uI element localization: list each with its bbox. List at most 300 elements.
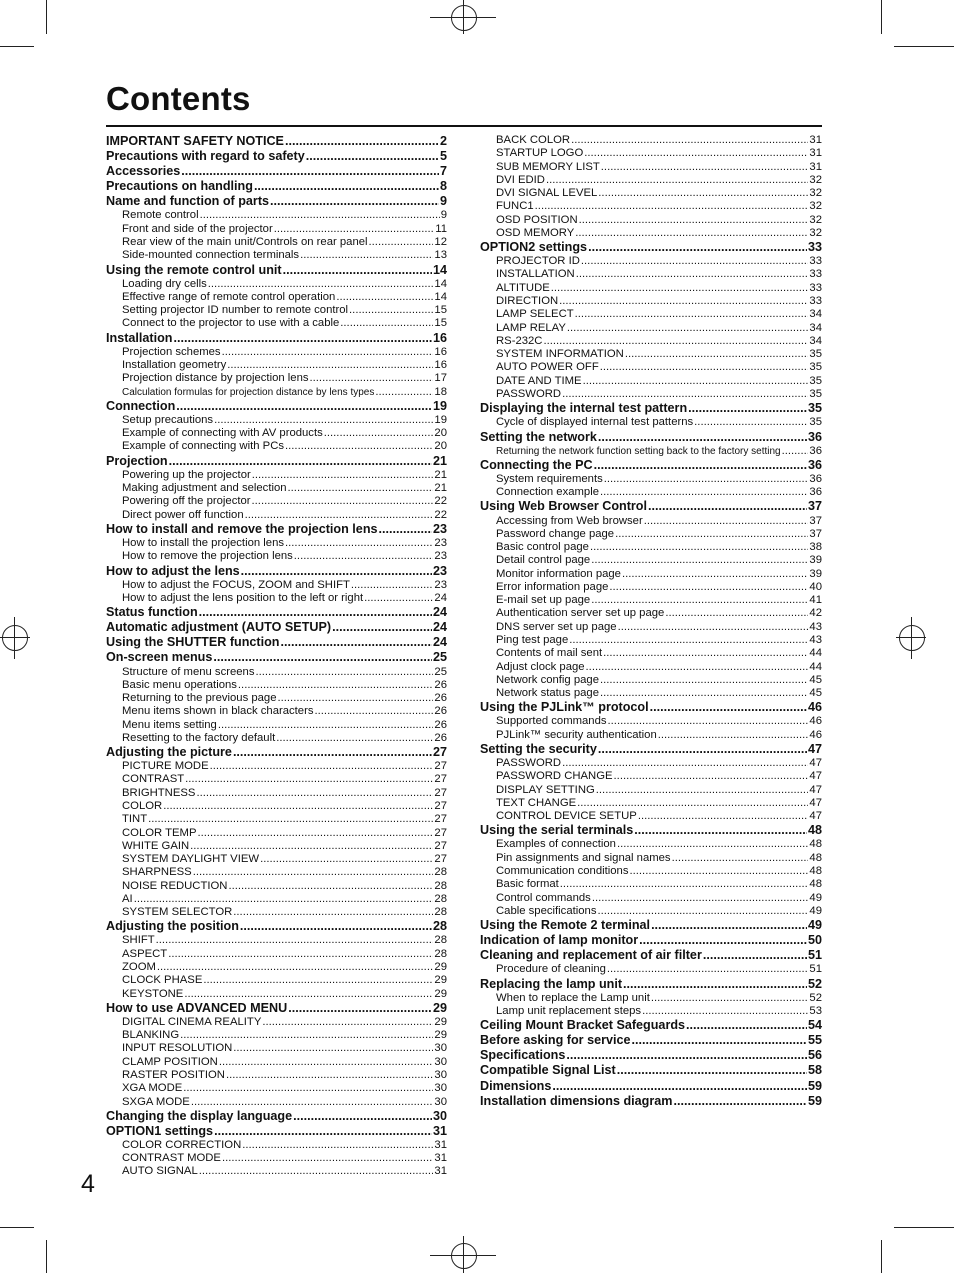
- toc-entry-title: E-mail set up page: [496, 594, 591, 607]
- dot-leader: [203, 974, 433, 987]
- registration-mark-line: [463, 1236, 464, 1273]
- dot-leader: [252, 469, 434, 482]
- toc-entry-title: Using the Remote 2 terminal: [480, 918, 651, 933]
- toc-subentry: [106, 1069, 447, 1082]
- toc-entry-page: 36: [809, 472, 822, 485]
- toc-entry-title: INPUT RESOLUTION: [122, 1042, 233, 1055]
- toc-entry-page: 52: [807, 976, 822, 991]
- toc-entry-title: SHARPNESS: [122, 866, 192, 879]
- toc-entry-page: 37: [809, 527, 822, 540]
- toc-entry-page: 12: [434, 236, 447, 248]
- toc-subentry: [106, 304, 447, 317]
- dot-leader: [651, 918, 807, 933]
- toc-entry-page: 35: [809, 416, 822, 429]
- toc-subentry: [480, 473, 822, 486]
- toc-entry-page: 32: [809, 213, 822, 226]
- toc-entry-page: 9: [439, 194, 447, 209]
- toc-entry-page: 29: [434, 1029, 447, 1042]
- dot-leader: [650, 700, 807, 715]
- toc-entry-page: 47: [807, 741, 822, 756]
- toc-subentry: [106, 866, 447, 879]
- toc-entry-page: 27: [434, 760, 447, 773]
- registration-mark-line: [911, 617, 912, 659]
- dot-leader: [583, 375, 809, 388]
- toc-entry-page: 29: [434, 961, 447, 974]
- toc-entry-title: ALTITUDE: [496, 281, 550, 294]
- toc-entry-page: 2: [439, 134, 447, 148]
- toc-subentry: [480, 892, 822, 905]
- toc-entry-title: Ping test page: [496, 633, 569, 646]
- dot-leader: [200, 209, 440, 222]
- dot-leader: [625, 348, 809, 361]
- toc-subentry: [106, 386, 447, 399]
- crop-mark: [881, 0, 882, 34]
- dot-leader: [256, 666, 434, 679]
- toc-entry: [106, 620, 447, 635]
- toc-entry-title: PASSWORD: [496, 757, 562, 770]
- toc-entry-title: Example of connecting with AV products: [122, 427, 323, 440]
- toc-entry-page: 13: [434, 249, 447, 262]
- toc-entry-page: 49: [809, 891, 822, 904]
- toc-entry-title: Precautions with regard to safety: [106, 149, 305, 164]
- toc-entry-title: Cleaning and replacement of air filter: [480, 948, 702, 963]
- toc-subentry: [480, 770, 822, 783]
- toc-entry-title: Menu items setting: [122, 718, 217, 731]
- toc-entry-title: Network status page: [496, 687, 599, 700]
- toc-entry-page: 27: [434, 826, 447, 839]
- toc-entry-title: Powering off the projector: [122, 495, 251, 508]
- toc-entry-title: Projection schemes: [122, 345, 221, 358]
- toc-entry-title: PROJECTOR ID: [496, 255, 580, 268]
- dot-leader: [598, 430, 807, 445]
- dot-leader: [252, 495, 434, 508]
- toc-entry-title: Resetting to the factory default: [122, 731, 276, 744]
- toc-entry-page: 30: [434, 1042, 447, 1055]
- toc-entry-title: Structure of menu screens: [122, 665, 255, 678]
- toc-entry-page: 28: [434, 879, 447, 892]
- crop-mark: [0, 46, 34, 47]
- dot-leader: [598, 742, 807, 757]
- toc-entry-title: Using Web Browser Control: [480, 499, 647, 514]
- toc-entry-title: How to adjust the lens: [106, 563, 240, 578]
- dot-leader: [600, 361, 809, 374]
- dot-leader: [351, 579, 434, 592]
- toc-entry-title: DVI SIGNAL LEVEL: [496, 187, 598, 200]
- toc-entry-page: 42: [809, 607, 822, 620]
- dot-leader: [603, 647, 808, 660]
- toc-subentry: [106, 1152, 447, 1165]
- toc-entry-title: Examples of connection: [496, 838, 616, 851]
- dot-leader: [198, 827, 434, 840]
- toc-entry-title: Rear view of the main unit/Controls on rear panel: [122, 236, 368, 248]
- dot-leader: [181, 164, 439, 179]
- dot-leader: [617, 1063, 807, 1078]
- toc-entry-page: 23: [434, 550, 447, 563]
- dot-leader: [199, 605, 432, 620]
- dot-leader: [577, 797, 808, 810]
- toc-entry-page: 35: [809, 348, 822, 361]
- toc-entry-page: 29: [434, 1015, 447, 1028]
- toc-entry-page: 8: [439, 179, 447, 194]
- toc-entry-page: 30: [434, 1095, 447, 1108]
- toc-entry-page: 27: [434, 839, 447, 852]
- toc-entry-page: 32: [809, 187, 822, 200]
- page-number: 4: [81, 1170, 95, 1198]
- toc-entry-title: Example of connecting with PCs: [122, 440, 285, 453]
- toc-entry-page: 30: [434, 1068, 447, 1081]
- toc-subentry: [106, 934, 447, 947]
- dot-leader: [569, 634, 808, 647]
- toc-entry-page: 23: [432, 563, 447, 578]
- toc-subentry: [480, 757, 822, 770]
- toc-subentry: [106, 346, 447, 359]
- toc-entry-title: When to replace the Lamp unit: [496, 991, 650, 1004]
- toc-entry-title: Control commands: [496, 891, 591, 904]
- toc-entry-title: Automatic adjustment (AUTO SETUP): [106, 620, 332, 635]
- dot-leader: [562, 388, 808, 401]
- dot-leader: [332, 620, 432, 635]
- toc-entry-title: Projection: [106, 453, 168, 468]
- toc-entry-title: AUTO POWER OFF: [496, 361, 599, 374]
- toc-subentry: [480, 581, 822, 594]
- toc-entry-title: How to use ADVANCED MENU: [106, 1000, 288, 1015]
- toc-entry: [480, 948, 822, 963]
- toc-entry-title: Indication of lamp monitor: [480, 933, 639, 948]
- toc-entry: [106, 919, 447, 934]
- toc-subentry: [106, 1016, 447, 1029]
- dot-leader: [262, 1016, 433, 1029]
- dot-leader: [324, 427, 434, 440]
- toc-entry-title: Pin assignments and signal names: [496, 851, 671, 864]
- toc-entry-page: 21: [432, 453, 447, 468]
- dot-leader: [617, 838, 808, 851]
- dot-leader: [184, 988, 433, 1001]
- dot-leader: [782, 445, 809, 458]
- toc-subentry: [480, 905, 822, 918]
- toc-entry-title: Installation: [106, 330, 173, 345]
- toc-entry-page: 16: [434, 359, 447, 372]
- toc-subentry: [480, 187, 822, 200]
- toc-entry-page: 29: [432, 1000, 447, 1015]
- dot-leader: [614, 770, 809, 783]
- dot-leader: [364, 592, 433, 605]
- registration-mark-line: [14, 617, 15, 659]
- toc-entry-page: 43: [809, 633, 822, 646]
- toc-entry-title: PJLink™ security authentication: [496, 728, 657, 741]
- toc-entry-page: 48: [809, 851, 822, 864]
- dot-leader: [546, 174, 808, 187]
- dot-leader: [148, 813, 433, 826]
- toc-subentry: [480, 322, 822, 335]
- toc-entry-page: 47: [809, 796, 822, 809]
- dot-leader: [183, 1082, 433, 1095]
- dot-leader: [598, 187, 808, 200]
- toc-entry: [480, 401, 822, 416]
- toc-entry-title: Accessories: [106, 164, 181, 179]
- toc-entry-title: CONTRAST MODE: [122, 1152, 221, 1165]
- toc-entry-title: Communication conditions: [496, 864, 629, 877]
- toc-entry-page: 36: [807, 429, 822, 444]
- toc-entry-title: Setting the security: [480, 741, 597, 756]
- toc-entry-title: AUTO SIGNAL: [122, 1165, 198, 1178]
- toc-entry-page: 31: [434, 1165, 447, 1178]
- dot-leader: [288, 1001, 432, 1016]
- dot-leader: [571, 134, 808, 147]
- toc-subentry: [480, 554, 822, 567]
- toc-entry: [106, 179, 447, 194]
- toc-entry-title: Contents of mail sent: [496, 647, 603, 660]
- dot-leader: [168, 948, 433, 961]
- toc-entry-page: 41: [809, 594, 822, 607]
- toc-entry-page: 53: [809, 1004, 822, 1017]
- dot-leader: [600, 674, 808, 687]
- toc-subentry: [106, 679, 447, 692]
- toc-entry-page: 20: [434, 440, 447, 453]
- dot-leader: [214, 1124, 432, 1139]
- toc-subentry: [106, 592, 447, 605]
- toc-subentry: [480, 729, 822, 742]
- toc-entry: [106, 635, 447, 650]
- dot-leader: [686, 1018, 807, 1033]
- toc-entry: [106, 399, 447, 414]
- toc-subentry: [106, 278, 447, 291]
- toc-entry-title: Basic format: [496, 878, 559, 891]
- dot-leader: [274, 223, 435, 236]
- toc-entry: [480, 742, 822, 757]
- toc-entry-title: Status function: [106, 605, 198, 620]
- toc-entry: [106, 522, 447, 537]
- dot-leader: [560, 878, 809, 891]
- dot-leader: [306, 149, 439, 164]
- toc-entry-page: 27: [434, 773, 447, 786]
- toc-entry-page: 16: [434, 345, 447, 358]
- dot-leader: [623, 977, 807, 992]
- dot-leader: [281, 635, 432, 650]
- toc-entry: [480, 240, 822, 255]
- dot-leader: [638, 810, 809, 823]
- dot-leader: [190, 840, 433, 853]
- toc-entry-title: Supported commands: [496, 715, 607, 728]
- dot-leader: [615, 528, 808, 541]
- toc-entry-title: Using the SHUTTER function: [106, 635, 280, 650]
- toc-entry-page: 7: [439, 164, 447, 179]
- dot-leader: [600, 687, 808, 700]
- dot-leader: [285, 440, 433, 453]
- toc-entry-title: Error information page: [496, 580, 609, 593]
- toc-subentry: [106, 1042, 447, 1055]
- registration-mark-line: [463, 0, 464, 34]
- toc-entry-title: ASPECT: [122, 947, 168, 960]
- toc-entry-page: 28: [434, 947, 447, 960]
- toc-entry-page: 47: [809, 770, 822, 783]
- toc-entry-title: Connection example: [496, 486, 599, 499]
- dot-leader: [597, 905, 808, 918]
- toc-subentry: [480, 810, 822, 823]
- toc-entry-page: 23: [432, 521, 447, 536]
- dot-leader: [336, 291, 433, 304]
- dot-leader: [576, 268, 809, 281]
- toc-subentry: [480, 1005, 822, 1018]
- dot-leader: [134, 893, 434, 906]
- toc-entry-page: 34: [809, 321, 822, 334]
- dot-leader: [591, 594, 808, 607]
- toc-entry-page: 23: [434, 578, 447, 591]
- dot-leader: [588, 240, 807, 255]
- dot-leader: [288, 482, 434, 495]
- dot-leader: [222, 346, 434, 359]
- dot-leader: [226, 1069, 433, 1082]
- toc-entry: [480, 1048, 822, 1063]
- toc-entry-title: BLANKING: [122, 1029, 180, 1042]
- toc-subentry: [106, 223, 447, 236]
- page-title: Contents: [106, 80, 251, 117]
- dot-leader: [648, 499, 807, 514]
- toc-entry-page: 48: [809, 838, 822, 851]
- dot-leader: [214, 414, 433, 427]
- toc-subentry: [106, 291, 447, 304]
- toc-subentry: [480, 255, 822, 268]
- toc-subentry: [106, 579, 447, 592]
- toc-entry-page: 35: [809, 374, 822, 387]
- dot-leader: [535, 200, 809, 213]
- toc-entry-page: 28: [432, 919, 447, 934]
- toc-subentry: [106, 853, 447, 866]
- toc-entry-title: Powering up the projector: [122, 468, 251, 481]
- toc-subentry: [106, 988, 447, 1001]
- toc-subentry: [106, 1139, 447, 1152]
- dot-leader: [210, 760, 434, 773]
- dot-leader: [157, 961, 434, 974]
- toc-subentry: [480, 134, 822, 147]
- toc-entry-title: How to adjust the FOCUS, ZOOM and SHIFT: [122, 578, 350, 591]
- toc-entry-title: Using the serial terminals: [480, 823, 634, 838]
- crop-mark: [894, 1227, 954, 1228]
- toc-subentry: [480, 992, 822, 1005]
- dot-leader: [586, 661, 809, 674]
- toc-entry-title: PASSWORD: [496, 387, 562, 400]
- toc-entry-page: 27: [434, 800, 447, 812]
- toc-entry: [480, 1094, 822, 1109]
- toc-subentry: [480, 161, 822, 174]
- toc-subentry: [106, 961, 447, 974]
- dot-leader: [199, 1165, 434, 1178]
- toc-entry-page: 27: [432, 745, 447, 760]
- dot-leader: [581, 255, 809, 268]
- toc-entry-title: DIRECTION: [496, 295, 559, 308]
- dot-leader: [694, 416, 808, 429]
- toc-entry-title: OPTION1 settings: [106, 1123, 214, 1138]
- toc-entry-title: Making adjustment and selection: [122, 482, 287, 495]
- dot-leader: [245, 509, 434, 522]
- dot-leader: [227, 359, 433, 372]
- dot-leader: [191, 1096, 434, 1109]
- toc-subentry: [106, 550, 447, 563]
- toc-entry-page: 27: [434, 813, 447, 826]
- toc-entry-page: 24: [432, 635, 447, 650]
- dot-leader: [642, 1005, 808, 1018]
- toc-entry-page: 32: [809, 173, 822, 186]
- toc-entry: [480, 823, 822, 838]
- toc-entry-title: System requirements: [496, 472, 603, 485]
- toc-subentry: [480, 838, 822, 851]
- toc-subentry: [106, 840, 447, 853]
- toc-entry-title: SHIFT: [122, 934, 155, 947]
- toc-entry-title: Detail control page: [496, 554, 591, 567]
- toc-subentry: [480, 594, 822, 607]
- toc-entry-title: Effective range of remote control operation: [122, 290, 336, 303]
- toc-entry-page: 24: [432, 605, 447, 620]
- toc-subentry: [480, 361, 822, 374]
- toc-entry-page: 20: [434, 427, 447, 440]
- dot-leader: [592, 892, 809, 905]
- dot-leader: [283, 263, 432, 278]
- toc-entry-page: 31: [809, 160, 822, 173]
- dot-leader: [285, 537, 433, 550]
- toc-subentry: [106, 249, 447, 262]
- dot-leader: [173, 331, 432, 346]
- dot-leader: [644, 515, 809, 528]
- toc-entry-page: 26: [434, 705, 447, 718]
- dot-leader: [208, 278, 434, 291]
- toc-subentry: [480, 227, 822, 240]
- dot-leader: [300, 249, 433, 262]
- toc-subentry: [106, 705, 447, 718]
- toc-entry-title: BRIGHTNESS: [122, 786, 196, 799]
- toc-entry-page: 28: [434, 866, 447, 879]
- toc-entry-title: Compatible Signal List: [480, 1063, 616, 1078]
- toc-entry: [106, 164, 447, 179]
- toc-entry-title: ZOOM: [122, 961, 156, 974]
- dot-leader: [665, 607, 808, 620]
- toc-entry-title: OSD MEMORY: [496, 226, 575, 239]
- toc-entry-title: Connecting the PC: [480, 457, 593, 472]
- toc-entry-title: CLOCK PHASE: [122, 974, 203, 987]
- toc-entry-page: 30: [432, 1108, 447, 1123]
- toc-entry-title: Basic control page: [496, 541, 589, 554]
- toc-subentry: [106, 482, 447, 495]
- toc-entry-title: XGA MODE: [122, 1082, 183, 1095]
- toc-entry-title: LAMP SELECT: [496, 308, 574, 321]
- toc-entry: [106, 745, 447, 760]
- toc-entry-page: 46: [807, 700, 822, 715]
- toc-entry-title: How to remove the projection lens: [122, 550, 293, 563]
- toc-subentry: [480, 865, 822, 878]
- toc-entry-page: 36: [809, 486, 822, 499]
- toc-entry: [480, 700, 822, 715]
- dot-leader: [310, 372, 434, 385]
- toc-entry-title: Before asking for service: [480, 1033, 631, 1048]
- toc-entry-page: 26: [434, 678, 447, 691]
- toc-subentry: [106, 1056, 447, 1069]
- crop-mark: [46, 0, 47, 34]
- toc-entry-title: Adjusting the picture: [106, 745, 232, 760]
- toc-entry-page: 49: [807, 918, 822, 933]
- toc-entry-title: DISPLAY SETTING: [496, 783, 595, 796]
- toc-entry-page: 19: [434, 413, 447, 426]
- registration-mark-icon: [451, 5, 477, 31]
- toc-entry-title: Precautions on handling: [106, 179, 253, 194]
- toc-subentry: [106, 209, 447, 222]
- toc-subentry: [480, 852, 822, 865]
- dot-leader: [639, 933, 807, 948]
- toc-entry-title: Side-mounted connection terminals: [122, 249, 300, 262]
- toc-entry-title: Installation dimensions diagram: [480, 1093, 673, 1108]
- dot-leader: [293, 1109, 432, 1124]
- dot-leader: [240, 919, 432, 934]
- dot-leader: [632, 1033, 807, 1048]
- toc-entry-page: 37: [809, 514, 822, 527]
- toc-subentry: [106, 732, 447, 745]
